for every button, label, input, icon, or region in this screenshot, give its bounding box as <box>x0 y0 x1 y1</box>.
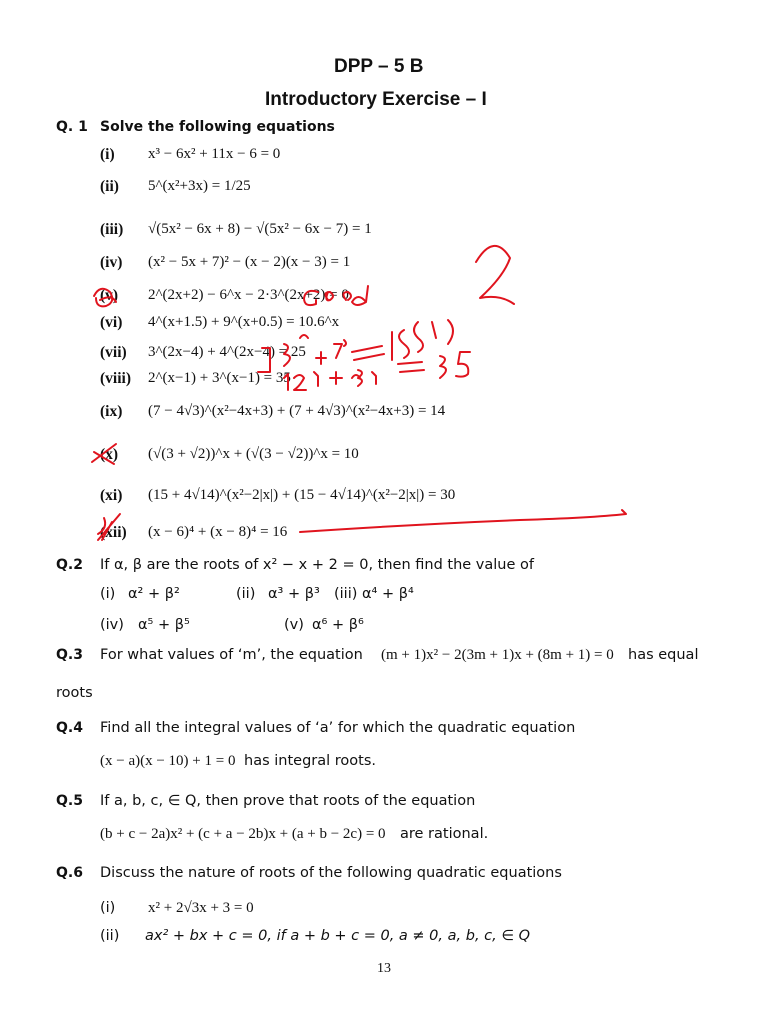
q1-item-equation: (x² − 5x + 7)² − (x − 2)(x − 3) = 1 <box>148 254 351 270</box>
q3-tail: has equal <box>628 647 699 663</box>
q1-item-equation: 4^(x+1.5) + 9^(x+0.5) = 10.6^x <box>148 314 340 330</box>
q2-item-expr: α⁴ + β⁴ <box>362 586 414 602</box>
q2-item-label: (ii) <box>236 586 256 602</box>
q1-item-equation: (√(3 + √2))^x + (√(3 − √2))^x = 10 <box>148 446 359 462</box>
q4-prompt: Find all the integral values of ‘a’ for which the quadratic equation <box>100 720 576 736</box>
equation-annotation-2 <box>284 352 470 390</box>
digit-two-annotation <box>476 246 514 304</box>
q4-number: Q.4 <box>56 720 83 736</box>
q1-item-label: (ix) <box>100 403 123 420</box>
q2-item-expr: α³ + β³ <box>268 586 320 602</box>
q6-prompt: Discuss the nature of roots of the following quadratic equations <box>100 865 562 881</box>
q1-item-label: (viii) <box>100 370 131 387</box>
q5-tail: are rational. <box>400 826 489 842</box>
q2-item-expr: α⁶ + β⁶ <box>312 617 364 633</box>
q2-item-label: (i) <box>100 586 116 602</box>
page-number: 13 <box>377 961 391 976</box>
q1-item-label: (iv) <box>100 254 123 271</box>
q6-item-label: (ii) <box>100 928 120 944</box>
q1-item-label: (iii) <box>100 221 124 238</box>
q1-item-label: (xii) <box>100 524 127 541</box>
underline-stroke <box>300 510 626 532</box>
q1-item-label: (ii) <box>100 178 119 195</box>
page-subtitle: Introductory Exercise – I <box>265 89 487 110</box>
q3-prompt: For what values of ‘m’, the equation <box>100 647 363 663</box>
q1-item-equation: 2^(x−1) + 3^(x−1) = 35 <box>148 370 291 386</box>
q1-item-equation: 2^(2x+2) − 6^x − 2·3^(2x+2) = 0 <box>148 287 349 303</box>
q1-item-equation: 3^(2x−4) + 4^(2x−4) = 25 <box>148 344 306 360</box>
q3-continuation: roots <box>56 685 93 701</box>
q1-item-label: (xi) <box>100 487 123 504</box>
q3-number: Q.3 <box>56 647 83 663</box>
q1-item-equation: (x − 6)⁴ + (x − 8)⁴ = 16 <box>148 524 288 540</box>
q5-equation: (b + c − 2a)x² + (c + a − 2b)x + (a + b − 2c) = 0 <box>100 826 386 842</box>
q2-item-label: (v) <box>284 617 304 633</box>
q1-item-equation: √(5x² − 6x + 8) − √(5x² − 6x − 7) = 1 <box>148 221 372 237</box>
q4-equation: (x − a)(x − 10) + 1 = 0 <box>100 753 236 769</box>
q3-equation: (m + 1)x² − 2(3m + 1)x + (8m + 1) = 0 <box>381 647 614 663</box>
q1-item-label: (i) <box>100 146 115 163</box>
q5-number: Q.5 <box>56 793 83 809</box>
q1-item-label: (v) <box>100 287 119 304</box>
q6-number: Q.6 <box>56 865 83 881</box>
q2-item-label: (iv) <box>100 617 124 633</box>
q5-prompt: If a, b, c, ∈ Q, then prove that roots of the equation <box>100 793 476 809</box>
q1-item-label: (vi) <box>100 314 123 331</box>
q1-item-label: (x) <box>100 446 119 463</box>
q2-item-label: (iii) <box>334 586 358 602</box>
q4-tail: has integral roots. <box>244 753 376 769</box>
q1-item-equation: 5^(x²+3x) = 1/25 <box>148 178 251 194</box>
q1-item-equation: x³ − 6x² + 11x − 6 = 0 <box>148 146 281 162</box>
q1-item-label: (vii) <box>100 344 127 361</box>
q1-item-equation: (15 + 4√14)^(x²−2|x|) + (15 − 4√14)^(x²−2|x|) = 30 <box>148 487 456 503</box>
page-title: DPP – 5 B <box>334 56 424 77</box>
q1-number: Q. 1 <box>56 119 88 135</box>
q2-item-expr: α² + β² <box>128 586 180 602</box>
q2-prompt: If α, β are the roots of x² − x + 2 = 0, then find the value of <box>100 557 534 573</box>
q1-prompt: Solve the following equations <box>100 119 335 135</box>
q1-item-equation: (7 − 4√3)^(x²−4x+3) + (7 + 4√3)^(x²−4x+3) = 14 <box>148 403 446 419</box>
q2-item-expr: α⁵ + β⁵ <box>138 617 190 633</box>
q6-item-equation: x² + 2√3x + 3 = 0 <box>148 900 254 916</box>
q6-item-label: (i) <box>100 900 116 916</box>
q6-item-equation: ax² + bx + c = 0, if a + b + c = 0, a ≠ 0, a, b, c, ∈ Q <box>145 928 531 944</box>
q2-number: Q.2 <box>56 557 83 573</box>
